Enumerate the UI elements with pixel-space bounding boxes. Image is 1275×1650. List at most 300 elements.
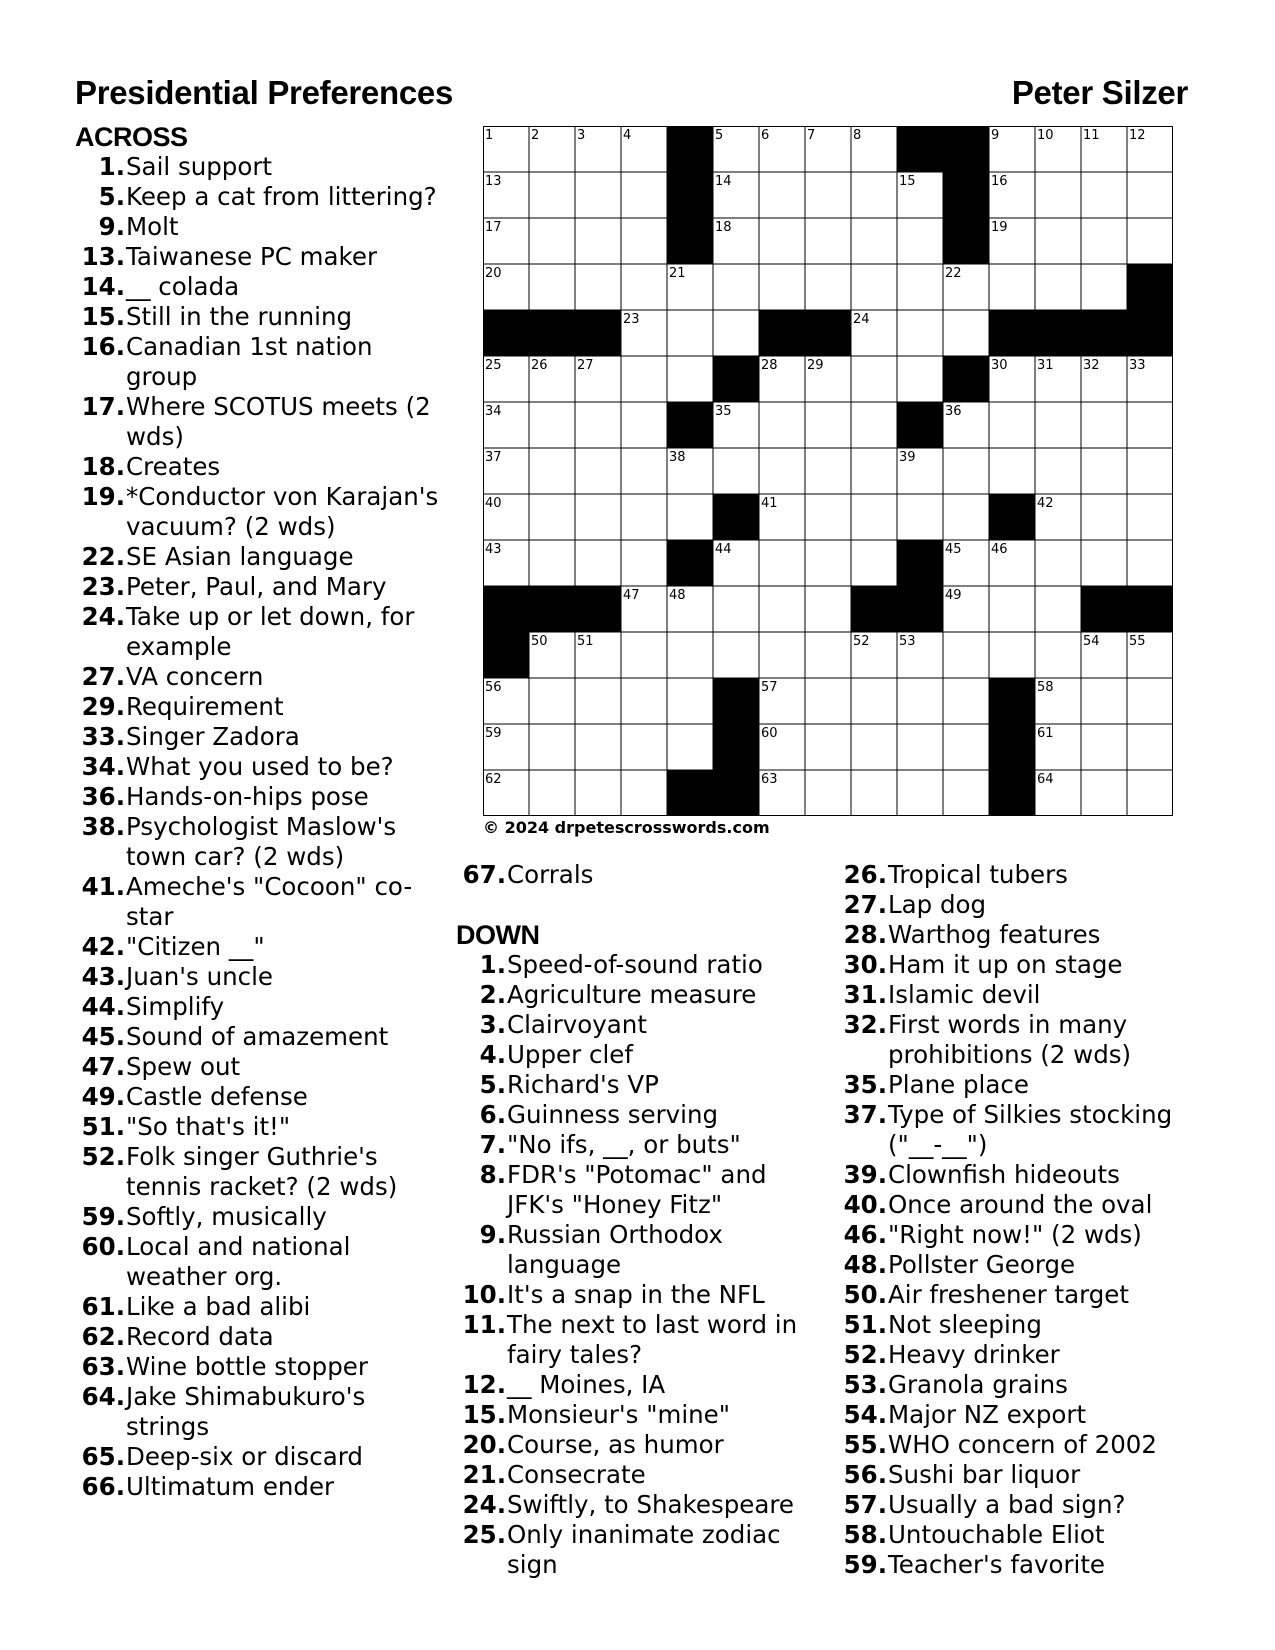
- across-clue[interactable]: [75, 332, 445, 392]
- clue-number: 63 .: [75, 1352, 126, 1382]
- grid-cell[interactable]: [1127, 172, 1173, 218]
- across-clue[interactable]: [75, 1142, 445, 1202]
- down-clue[interactable]: [837, 860, 1197, 890]
- block-cell: [943, 356, 989, 402]
- across-clue[interactable]: [75, 782, 445, 812]
- across-clue[interactable]: [75, 182, 445, 212]
- down-clue[interactable]: [456, 1040, 831, 1070]
- across-clue[interactable]: [75, 482, 445, 542]
- down-clue[interactable]: [456, 1370, 831, 1400]
- grid-cell[interactable]: [897, 494, 943, 540]
- grid-cell[interactable]: [897, 264, 943, 310]
- clue-number: 13 .: [75, 242, 126, 272]
- clue-text: The next to last word in fairy tales?: [507, 1310, 798, 1369]
- block-cell: [989, 494, 1035, 540]
- down-clue[interactable]: [837, 1520, 1197, 1550]
- clue-text: Like a bad alibi: [126, 1292, 311, 1321]
- clue-text: Hands-on-hips pose: [126, 782, 369, 811]
- block-cell: [529, 586, 575, 632]
- clue-number: 16 .: [75, 332, 126, 392]
- cell-number: 51: [577, 634, 594, 649]
- grid-cell[interactable]: [575, 448, 621, 494]
- grid-cell[interactable]: [1035, 586, 1081, 632]
- grid-cell[interactable]: [1127, 402, 1173, 448]
- clue-text: SE Asian language: [126, 542, 354, 571]
- across-clue[interactable]: [75, 722, 445, 752]
- grid-cell[interactable]: [621, 770, 667, 816]
- across-clue[interactable]: [75, 542, 445, 572]
- grid-cell[interactable]: [943, 310, 989, 356]
- cell-number: 52: [853, 634, 870, 649]
- down-clue[interactable]: [837, 980, 1197, 1010]
- clue-text: Sound of amazement: [126, 1022, 389, 1051]
- across-clue[interactable]: [75, 1232, 445, 1292]
- grid-cell[interactable]: [897, 310, 943, 356]
- cell-number: 24: [853, 312, 870, 327]
- clue-text: Singer Zadora: [126, 722, 300, 751]
- block-cell: [575, 586, 621, 632]
- grid-cell[interactable]: [943, 770, 989, 816]
- grid-cell[interactable]: [575, 724, 621, 770]
- clue-text: Teacher's favorite: [888, 1550, 1106, 1579]
- clue-number: 43 .: [75, 962, 126, 992]
- grid-cell[interactable]: [529, 448, 575, 494]
- grid-cell[interactable]: [851, 448, 897, 494]
- down-clue[interactable]: [837, 1280, 1197, 1310]
- block-cell: [1081, 586, 1127, 632]
- across-clue[interactable]: [75, 1382, 445, 1442]
- block-cell: [897, 586, 943, 632]
- grid-cell[interactable]: [529, 724, 575, 770]
- grid-cell[interactable]: [1081, 264, 1127, 310]
- grid-cell[interactable]: [575, 172, 621, 218]
- across-clue[interactable]: [75, 212, 445, 242]
- grid-cell[interactable]: [529, 494, 575, 540]
- down-clue[interactable]: [456, 1490, 831, 1520]
- clue-number: 66 .: [75, 1472, 126, 1502]
- grid-cell[interactable]: [529, 402, 575, 448]
- down-clue[interactable]: [837, 1070, 1197, 1100]
- grid-cell[interactable]: [1127, 770, 1173, 816]
- down-clue[interactable]: [837, 1400, 1197, 1430]
- down-clue[interactable]: [837, 1250, 1197, 1280]
- across-clue[interactable]: [75, 1082, 445, 1112]
- crossword-grid[interactable]: [483, 126, 1173, 816]
- grid-cell[interactable]: [621, 218, 667, 264]
- clue-number: 14 .: [75, 272, 126, 302]
- grid-cell[interactable]: [1127, 540, 1173, 586]
- down-clue[interactable]: [837, 1490, 1197, 1520]
- down-clue[interactable]: [837, 1430, 1197, 1460]
- grid-cell[interactable]: [621, 724, 667, 770]
- grid-cell[interactable]: [897, 678, 943, 724]
- down-clue[interactable]: [456, 1460, 831, 1490]
- grid-cell[interactable]: [667, 310, 713, 356]
- clue-number: 24 .: [456, 1490, 507, 1520]
- grid-cell[interactable]: [805, 678, 851, 724]
- grid-cell[interactable]: [805, 402, 851, 448]
- grid-cell[interactable]: [759, 632, 805, 678]
- down-clue[interactable]: [837, 920, 1197, 950]
- clue-text: Tropical tubers: [888, 860, 1068, 889]
- grid-cell[interactable]: [621, 632, 667, 678]
- clue-text: Castle defense: [126, 1082, 308, 1111]
- cell-number: 14: [715, 174, 732, 189]
- clue-text: Clairvoyant: [507, 1010, 647, 1039]
- grid-cell[interactable]: [621, 494, 667, 540]
- block-cell: [943, 172, 989, 218]
- down-clue[interactable]: [837, 1220, 1197, 1250]
- grid-cell[interactable]: [1127, 724, 1173, 770]
- grid-cell[interactable]: [805, 770, 851, 816]
- cell-number: 38: [669, 450, 686, 465]
- across-clue[interactable]: [75, 872, 445, 932]
- grid-cell[interactable]: [851, 678, 897, 724]
- grid-cell[interactable]: [1081, 402, 1127, 448]
- clue-number: 59 .: [75, 1202, 126, 1232]
- cell-number: 19: [991, 220, 1008, 235]
- clue-text: Local and national weather org.: [126, 1232, 351, 1291]
- grid-cell[interactable]: [805, 586, 851, 632]
- grid-cell[interactable]: [989, 264, 1035, 310]
- cell-number: 32: [1083, 358, 1100, 373]
- grid-cell[interactable]: [1081, 678, 1127, 724]
- clue-number: 47 .: [75, 1052, 126, 1082]
- clue-number: 52 .: [75, 1142, 126, 1202]
- clue-number: 51 .: [837, 1310, 888, 1340]
- cell-number: 53: [899, 634, 916, 649]
- cell-number: 39: [899, 450, 916, 465]
- clue-text: Taiwanese PC maker: [126, 242, 378, 271]
- grid-cell[interactable]: [1081, 448, 1127, 494]
- down-clue[interactable]: [837, 1100, 1197, 1160]
- grid-cell[interactable]: [713, 586, 759, 632]
- clue-number: 10 .: [456, 1280, 507, 1310]
- clue-text: Molt: [126, 212, 179, 241]
- across-clue[interactable]: [75, 692, 445, 722]
- cell-number: 59: [485, 726, 502, 741]
- block-cell: [897, 540, 943, 586]
- grid-cell[interactable]: [1035, 264, 1081, 310]
- cell-number: 7: [807, 128, 816, 143]
- down-clue[interactable]: [456, 1400, 831, 1430]
- grid-cell[interactable]: [1081, 218, 1127, 264]
- down-clue[interactable]: [456, 1010, 831, 1040]
- across-clue[interactable]: [75, 1292, 445, 1322]
- down-clue[interactable]: [837, 1550, 1197, 1580]
- down-clue[interactable]: [456, 1310, 831, 1370]
- down-clue[interactable]: [837, 1310, 1197, 1340]
- grid-cell[interactable]: [529, 540, 575, 586]
- grid-cell[interactable]: [759, 218, 805, 264]
- grid-cell[interactable]: [805, 494, 851, 540]
- clue-number: 9 .: [456, 1220, 507, 1280]
- grid-cell[interactable]: [1127, 494, 1173, 540]
- grid-cell[interactable]: [759, 402, 805, 448]
- clue-text: Ameche's "Cocoon" co-star: [126, 872, 413, 931]
- grid-cell[interactable]: [989, 586, 1035, 632]
- clue-text: What you used to be?: [126, 752, 394, 781]
- grid-cell[interactable]: [805, 448, 851, 494]
- across-clue[interactable]: [75, 572, 445, 602]
- grid-cell[interactable]: [805, 632, 851, 678]
- cell-number: 56: [485, 680, 502, 695]
- clue-number: 15 .: [75, 302, 126, 332]
- clue-text: Peter, Paul, and Mary: [126, 572, 387, 601]
- grid-cell[interactable]: [667, 678, 713, 724]
- grid-cell[interactable]: [897, 724, 943, 770]
- cell-number: 45: [945, 542, 962, 557]
- across-clue[interactable]: [75, 992, 445, 1022]
- cell-number: 35: [715, 404, 732, 419]
- across-clue[interactable]: [75, 452, 445, 482]
- cell-number: 3: [577, 128, 586, 143]
- grid-cell[interactable]: [897, 218, 943, 264]
- down-clue[interactable]: [456, 1430, 831, 1460]
- clue-number: 62 .: [75, 1322, 126, 1352]
- clue-text: Folk singer Guthrie's tennis racket? (2 wds): [126, 1142, 398, 1201]
- grid-cell[interactable]: [575, 218, 621, 264]
- cell-number: 5: [715, 128, 724, 143]
- grid-cell[interactable]: [1127, 218, 1173, 264]
- grid-cell[interactable]: [943, 448, 989, 494]
- grid-cell[interactable]: [621, 264, 667, 310]
- grid-cell[interactable]: [1035, 632, 1081, 678]
- grid-cell[interactable]: [851, 218, 897, 264]
- grid-cell[interactable]: [851, 264, 897, 310]
- grid-cell[interactable]: [1081, 172, 1127, 218]
- down-clue[interactable]: [837, 1340, 1197, 1370]
- grid-cell[interactable]: [529, 218, 575, 264]
- grid-cell[interactable]: [943, 724, 989, 770]
- grid-cell[interactable]: [1081, 724, 1127, 770]
- grid-cell[interactable]: [621, 356, 667, 402]
- across-clue[interactable]: [75, 1352, 445, 1382]
- grid-cell[interactable]: [1081, 770, 1127, 816]
- grid-cell[interactable]: [1035, 540, 1081, 586]
- down-clue[interactable]: [837, 1190, 1197, 1220]
- across-clue[interactable]: [75, 1442, 445, 1472]
- grid-cell[interactable]: [713, 448, 759, 494]
- grid-cell[interactable]: [805, 540, 851, 586]
- grid-cell[interactable]: [621, 448, 667, 494]
- grid-cell[interactable]: [1035, 402, 1081, 448]
- grid-cell[interactable]: [851, 770, 897, 816]
- across-clue[interactable]: [75, 932, 445, 962]
- across-clue[interactable]: [75, 1202, 445, 1232]
- clue-text: Ultimatum ender: [126, 1472, 335, 1501]
- grid-cell[interactable]: [759, 264, 805, 310]
- across-clue[interactable]: [75, 962, 445, 992]
- grid-cell[interactable]: [851, 724, 897, 770]
- grid-cell[interactable]: [713, 310, 759, 356]
- across-clue[interactable]: [75, 1112, 445, 1142]
- down-clue[interactable]: [456, 950, 831, 980]
- grid-cell[interactable]: [529, 172, 575, 218]
- grid-cell[interactable]: [621, 172, 667, 218]
- across-clue[interactable]: [75, 752, 445, 782]
- grid-cell[interactable]: [989, 402, 1035, 448]
- grid-cell[interactable]: [851, 494, 897, 540]
- grid-cell[interactable]: [759, 586, 805, 632]
- down-clue[interactable]: [456, 1520, 831, 1580]
- across-clue[interactable]: [75, 812, 445, 872]
- cell-number: 20: [485, 266, 502, 281]
- across-clue[interactable]: [75, 152, 445, 182]
- cell-number: 13: [485, 174, 502, 189]
- clue-text: Psychologist Maslow's town car? (2 wds): [126, 812, 397, 871]
- grid-cell[interactable]: [897, 356, 943, 402]
- grid-cell[interactable]: [897, 770, 943, 816]
- clue-number: 5 .: [456, 1070, 507, 1100]
- cell-number: 8: [853, 128, 862, 143]
- clue-number: 49 .: [75, 1082, 126, 1112]
- across-clue[interactable]: [75, 302, 445, 332]
- down-clue[interactable]: [456, 1280, 831, 1310]
- grid-cell[interactable]: [805, 724, 851, 770]
- down-clue[interactable]: [837, 1010, 1197, 1070]
- grid-cell[interactable]: [575, 402, 621, 448]
- grid-cell[interactable]: [575, 678, 621, 724]
- down-clue[interactable]: [837, 1370, 1197, 1400]
- down-clue[interactable]: [456, 1100, 831, 1130]
- grid-cell[interactable]: [943, 632, 989, 678]
- clue-number: 56 .: [837, 1460, 888, 1490]
- across-clue[interactable]: [75, 662, 445, 692]
- grid-cell[interactable]: [667, 356, 713, 402]
- cell-number: 61: [1037, 726, 1054, 741]
- across-clue[interactable]: [75, 602, 445, 662]
- grid-cell[interactable]: [621, 540, 667, 586]
- grid-cell[interactable]: [1081, 494, 1127, 540]
- down-clue[interactable]: [837, 890, 1197, 920]
- grid-cell[interactable]: [759, 448, 805, 494]
- grid-cell[interactable]: [805, 264, 851, 310]
- across-clue[interactable]: [75, 1472, 445, 1502]
- across-clue[interactable]: [75, 1052, 445, 1082]
- grid-cell[interactable]: [943, 678, 989, 724]
- down-clue[interactable]: [456, 1130, 831, 1160]
- block-cell: [713, 494, 759, 540]
- cell-number: 18: [715, 220, 732, 235]
- grid-cell[interactable]: [851, 540, 897, 586]
- grid-cell[interactable]: [851, 402, 897, 448]
- grid-cell[interactable]: [667, 494, 713, 540]
- clue-text: "So that's it!": [126, 1112, 291, 1141]
- across-clue[interactable]: [75, 1022, 445, 1052]
- grid-cell[interactable]: [851, 172, 897, 218]
- grid-cell[interactable]: [529, 678, 575, 724]
- clue-number: 4 .: [456, 1040, 507, 1070]
- across-clue[interactable]: [75, 242, 445, 272]
- down-clue[interactable]: [456, 1160, 831, 1220]
- grid-cell[interactable]: [667, 632, 713, 678]
- grid-cell[interactable]: [989, 448, 1035, 494]
- grid-cell[interactable]: [805, 172, 851, 218]
- grid-cell[interactable]: [943, 494, 989, 540]
- grid-cell[interactable]: [1127, 678, 1173, 724]
- cell-number: 21: [669, 266, 686, 281]
- clue-text: Jake Shimabukuro's strings: [126, 1382, 366, 1441]
- across-clue[interactable]: [75, 1322, 445, 1352]
- grid-cell[interactable]: [759, 172, 805, 218]
- clue-number: 9 .: [75, 212, 126, 242]
- clue-number: 20 .: [456, 1430, 507, 1460]
- block-cell: [989, 724, 1035, 770]
- clue-text: Where SCOTUS meets (2 wds): [126, 392, 431, 451]
- clue-text: Corrals: [507, 860, 594, 889]
- puzzle-title: Presidential Preferences: [75, 74, 454, 111]
- grid-cell[interactable]: [1035, 172, 1081, 218]
- grid-cell[interactable]: [713, 264, 759, 310]
- grid-cell[interactable]: [575, 494, 621, 540]
- across-clue[interactable]: [75, 272, 445, 302]
- clue-number: 27 .: [837, 890, 888, 920]
- cell-number: 12: [1129, 128, 1146, 143]
- clue-text: "No ifs, __, or buts": [507, 1130, 741, 1159]
- across-heading: ACROSS: [75, 122, 188, 152]
- across-clue[interactable]: [456, 860, 831, 890]
- grid-cell[interactable]: [621, 678, 667, 724]
- grid-cell[interactable]: [713, 632, 759, 678]
- down-clue[interactable]: [837, 1160, 1197, 1190]
- block-cell: [851, 586, 897, 632]
- clue-text: Speed-of-sound ratio: [507, 950, 763, 979]
- grid-cell[interactable]: [851, 356, 897, 402]
- clue-number: 7 .: [456, 1130, 507, 1160]
- clue-text: Deep-six or discard: [126, 1442, 363, 1471]
- grid-cell[interactable]: [667, 724, 713, 770]
- clue-number: 42 .: [75, 932, 126, 962]
- block-cell: [575, 310, 621, 356]
- grid-cell[interactable]: [529, 770, 575, 816]
- cell-number: 44: [715, 542, 732, 557]
- clue-number: 6 .: [456, 1100, 507, 1130]
- clue-text: Creates: [126, 452, 221, 481]
- grid-cell[interactable]: [575, 770, 621, 816]
- grid-cell[interactable]: [1127, 448, 1173, 494]
- clue-text: Keep a cat from littering?: [126, 182, 437, 211]
- block-cell: [667, 172, 713, 218]
- grid-cell[interactable]: [575, 264, 621, 310]
- clue-number: 54 .: [837, 1400, 888, 1430]
- grid-cell[interactable]: [1081, 540, 1127, 586]
- across-clue[interactable]: [75, 392, 445, 452]
- grid-cell[interactable]: [529, 264, 575, 310]
- clue-text: Major NZ export: [888, 1400, 1087, 1429]
- grid-cell[interactable]: [621, 402, 667, 448]
- clue-text: Consecrate: [507, 1460, 646, 1489]
- grid-cell[interactable]: [989, 632, 1035, 678]
- grid-cell[interactable]: [575, 540, 621, 586]
- grid-cell[interactable]: [1035, 218, 1081, 264]
- clue-number: 53 .: [837, 1370, 888, 1400]
- clue-number: 61 .: [75, 1292, 126, 1322]
- down-clue[interactable]: [837, 950, 1197, 980]
- cell-number: 62: [485, 772, 502, 787]
- grid-cell[interactable]: [1035, 448, 1081, 494]
- grid-cell[interactable]: [805, 218, 851, 264]
- clue-number: 55 .: [837, 1430, 888, 1460]
- clue-text: Guinness serving: [507, 1100, 719, 1129]
- down-clue[interactable]: [456, 1070, 831, 1100]
- down-clue[interactable]: [456, 980, 831, 1010]
- down-clue[interactable]: [456, 1220, 831, 1280]
- block-cell: [989, 770, 1035, 816]
- grid-cell[interactable]: [759, 540, 805, 586]
- down-clue[interactable]: [837, 1460, 1197, 1490]
- clue-number: 22 .: [75, 542, 126, 572]
